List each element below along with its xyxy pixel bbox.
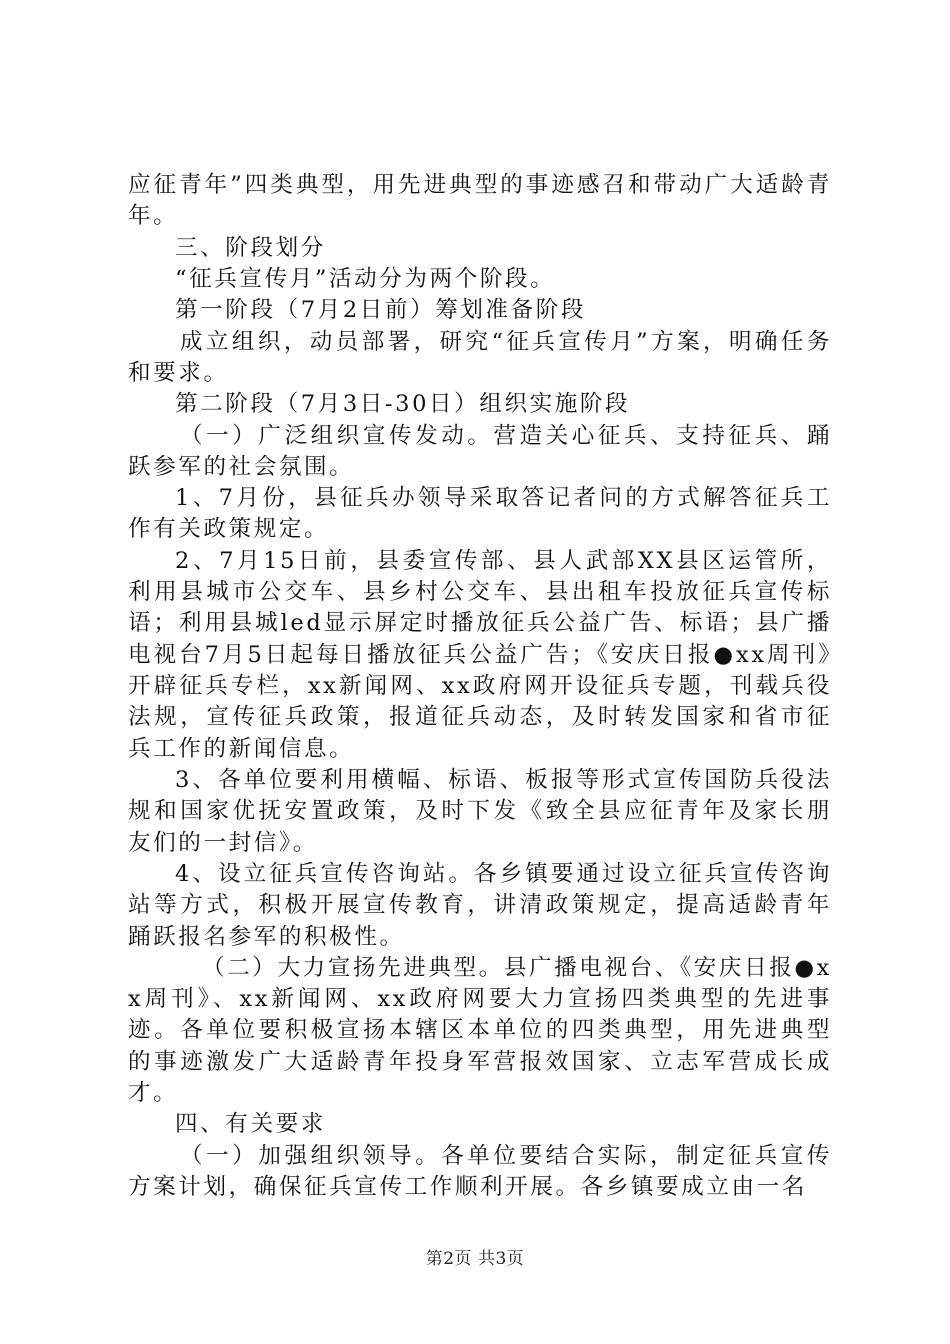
section-heading: 三、阶段划分 [175,234,326,261]
stage-heading: 第一阶段（7月2日前）筹划准备阶段 [175,297,587,324]
paragraph: 成立组织，动员部署，研究“征兵宣传月”方案，明确任务和要求。 [128,328,832,386]
subsection-paragraph: （二）大力宣扬先进典型。县广播电视台、《安庆日报●xx周刊》、xx新闻网、xx政府网要大力宣扬四类典型的先进事迹。各单位要积极宣扬本辖区本单位的四类典型，用先进典型的事迹激发广大适龄青年投身军营报效国家、立志军营成长成才。 [128,954,832,1107]
list-item: 3、各单位要利用横幅、标语、板报等形式宣传国防兵役法规和国家优抚安置政策，及时下发《致全县应征青年及家长朋友们的一封信》。 [128,766,832,856]
section-heading: 四、有关要求 [175,1111,326,1138]
page-number: 第2页 共3页 [425,1249,525,1269]
list-item: 1、7月份，县征兵办领导采取答记者问的方式解答征兵工作有关政策规定。 [128,485,832,543]
stage-heading: 第二阶段（7月3日-30日）组织实施阶段 [175,391,631,418]
paragraph: “征兵宣传月”活动分为两个阶段。 [175,265,556,292]
subsection-paragraph: （一）广泛组织宣传发动。营造关心征兵、支持征兵、踊跃参军的社会氛围。 [128,422,832,480]
document-body [128,170,832,1203]
list-item: 2、7月15日前，县委宣传部、县人武部XX县区运管所，利用县城市公交车、县乡村公交车、县出租车投放征兵宣传标语；利用县城led显示屏定时播放征兵公益广告、标语；县广播电视台7月5日起每日播放征兵公益广告；《安庆日报●xx周刊》开辟征兵专栏，xx新闻网、xx政府网开设征兵专题，刊载兵役法规，宣传征兵政策，报道征兵动态，及时转发国家和省市征兵工作的新闻信息。 [128,547,832,762]
list-item: 4、设立征兵宣传咨询站。各乡镇要通过设立征兵宣传咨询站等方式，积极开展宣传教育，讲清政策规定，提高适龄青年踊跃报名参军的积极性。 [128,860,832,950]
paragraph: 应征青年”四类典型，用先进典型的事迹感召和带动广大适龄青年。 [128,172,832,230]
subsection-paragraph: （一）加强组织领导。各单位要结合实际，制定征兵宣传方案计划，确保征兵宣传工作顺利开展。各乡镇要成立由一名 [128,1142,832,1200]
